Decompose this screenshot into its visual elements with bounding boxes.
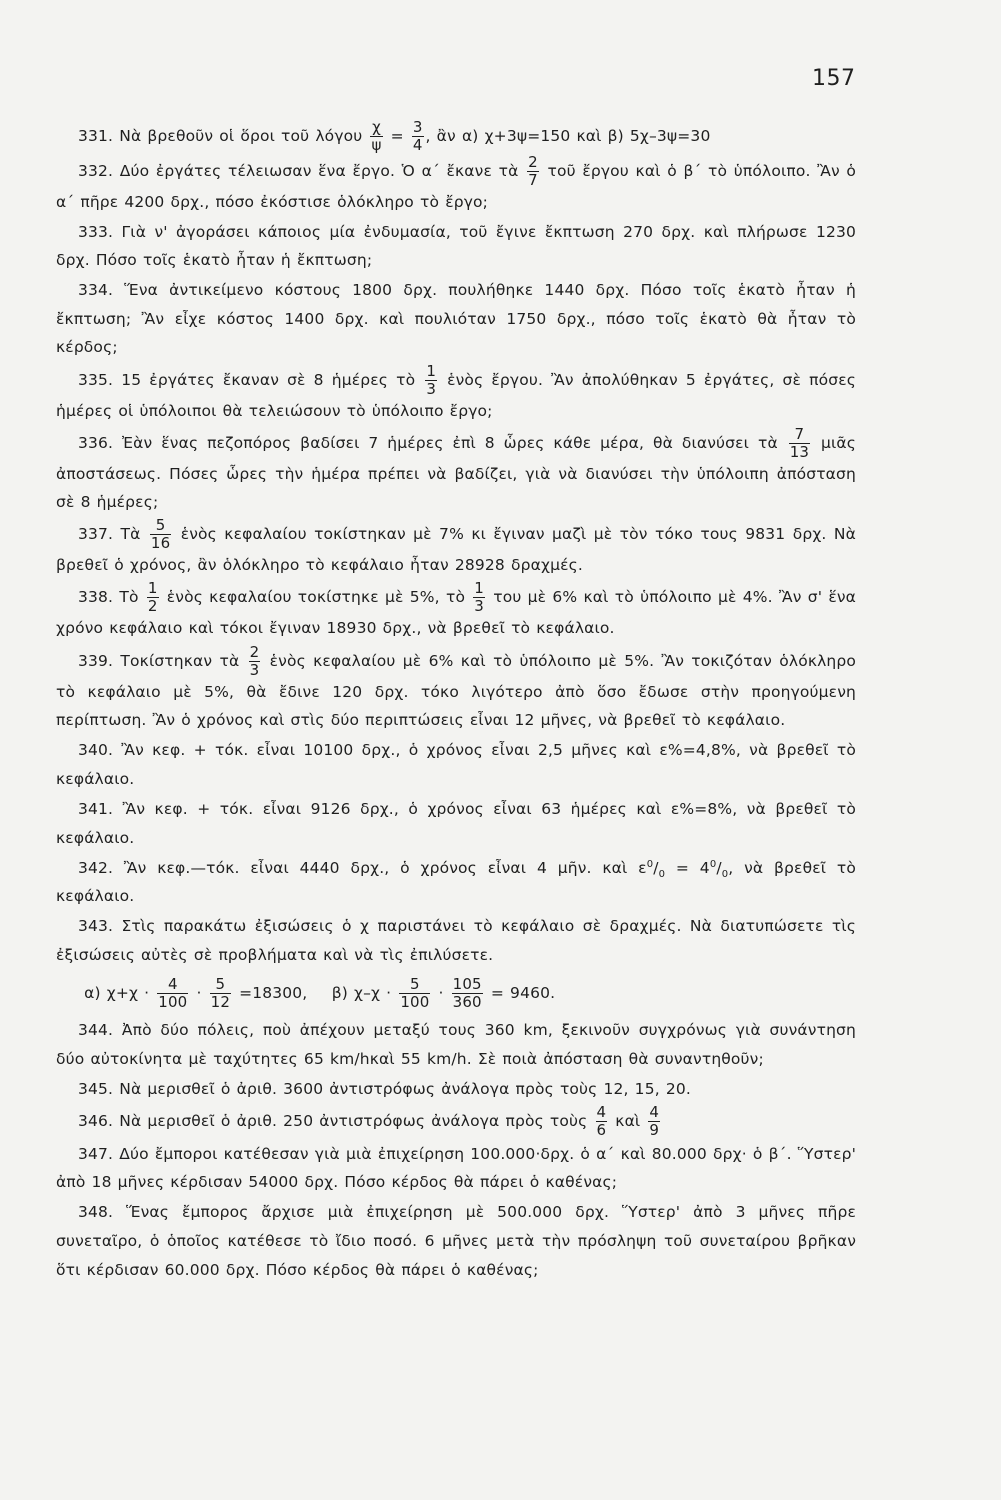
fraction: $\frac{7}{13}$ bbox=[789, 424, 810, 461]
problem-335: 335. 15 ἐργάτες ἔκαναν σὲ 8 ἡμέρες τὸ $\frac{1}{3}$ ἑνὸς ἔργου. Ἂν ἀπολύθηκαν 5 ἐργάτες, σὲ πόσες ἡμέρες οἱ ὑπόλοιποι θὰ τελειώσουν τὸ ὑπόλοιπο ἔργο; bbox=[56, 361, 856, 420]
problem-number: 332. bbox=[78, 161, 114, 180]
fraction: $\frac{4}{9}$ bbox=[649, 1103, 660, 1140]
problem-number: 338. bbox=[78, 588, 114, 607]
problem-340: 340. Ἂν κεφ. + τόκ. εἶναι 10100 δρχ., ὁ χρόνος εἶναι 2,5 μῆνες καὶ ε%=4,8%, νὰ βρεθεῖ τὸ κεφάλαιο. bbox=[56, 741, 856, 788]
problem-number: 342. bbox=[78, 858, 114, 877]
equation-a: α) χ+χ · $\frac{4}{100}$ · $\frac{5}{12}$ =18300, bbox=[84, 975, 308, 1012]
fraction: $\frac{4}{6}$ bbox=[596, 1103, 607, 1140]
fraction: $\frac{1}{3}$ bbox=[474, 579, 484, 616]
problem-number: 333. bbox=[78, 222, 114, 241]
problem-339: 339. Τοκίστηκαν τὰ $\frac{2}{3}$ ἑνὸς κεφαλαίου μὲ 6% καὶ τὸ ὑπόλοιπο μὲ 5%. Ἂν τοκιζόταν ὁλόκληρο τὸ κεφάλαιο μὲ 5%, θὰ ἔδινε 120 δρχ. τόκο λιγότερο ἀπὸ ὅσο ἔδωσε στὴν προηγούμενη περίπτωση. Ἂν ὁ χρόνος καὶ στὶς δύο περιπτώσεις εἶναι 12 μῆνες, νὰ βρεθεῖ τὸ κεφάλαιο. bbox=[56, 642, 857, 730]
problem-338: 338. Τὸ $\frac{1}{2}$ ἑνὸς κεφαλαίου τοκίστηκε μὲ 5%, τὸ $\frac{1}{3}$ του μὲ 6% καὶ τὸ ὑπόλοιπο μὲ 4%. Ἂν σ' ἕνα χρόνο κεφάλαιο καὶ τόκοι ἔγιναν 18930 δρχ., νὰ βρεθεῖ τὸ κεφάλαιο. bbox=[56, 579, 857, 638]
problem-346: 346. Νὰ μερισθεῖ ὁ ἀριθ. 250 ἀντιστρόφως ἀνάλογα πρὸς τοὺς $\frac{4}{6}$ καὶ $\frac{4}{9}$ bbox=[78, 1103, 660, 1140]
problem-number: 339. bbox=[78, 651, 114, 670]
problem-number: 336. bbox=[78, 433, 114, 452]
problem-333: 333. Γιὰ ν' ἀγοράσει κάποιος μία ἐνδυμασία, τοῦ ἔγινε ἔκπτωση 270 δρχ. καὶ πλήρωσε 1230 δρχ. Πόσο τοῖς ἑκατὸ ἦταν ἡ ἔκπτωση; bbox=[56, 222, 856, 270]
equation-b: β) χ–χ · $\frac{5}{100}$ · $\frac{105}{360}$ = 9460. bbox=[331, 975, 556, 1012]
problem-number: 345. bbox=[78, 1080, 114, 1099]
problem-number: 331. bbox=[78, 127, 114, 145]
fraction: $\frac{\chi}{\psi}$ bbox=[371, 118, 382, 154]
problem-number: 340. bbox=[78, 741, 114, 760]
problem-number: 335. bbox=[78, 370, 114, 389]
problem-332: 332. Δύο ἐργάτες τέλειωσαν ἕνα ἔργο. Ὁ α΄ ἔκανε τὰ $\frac{2}{7}$ τοῦ ἔργου καὶ ὁ β΄ τὸ ὑπόλοιπο. Ἂν ὁ α΄ πῆρε 4200 δρχ., πόσο ἐκόστισε ὁλόκληρο τὸ ἔργο; bbox=[56, 152, 857, 211]
problem-337: 337. Τὰ $\frac{5}{16}$ ἑνὸς κεφαλαίου τοκίστηκαν μὲ 7% κι ἔγιναν μαζὶ μὲ τὸν τόκο τους 9831 δρχ. Νὰ βρεθεῖ ὁ χρόνος, ἂν ὁλόκληρο τὸ κεφάλαιο ἦταν 28928 δραχμές. bbox=[56, 516, 856, 575]
problem-342: 342. Ἂν κεφ.—τόκ. εἶναι 4440 δρχ., ὁ χρόνος εἶναι 4 μῆν. καὶ $\varepsilon^0/_0 = 4^0/_0$, νὰ βρεθεῖ τὸ κεφάλαιο. bbox=[56, 858, 857, 906]
problem-343: 343. Στὶς παρακάτω ἐξισώσεις ὁ χ παριστάνει τὸ κεφάλαιο σὲ δραχμές. Νὰ διατυπώσετε τὶς ἐξισώσεις αὐτὲς σὲ προβλήματα καὶ νὰ τὶς ἐπιλύσετε. bbox=[56, 917, 856, 964]
page-number: 157 bbox=[812, 66, 856, 91]
fraction: $\frac{1}{2}$ bbox=[147, 579, 158, 616]
problem-number: 334. bbox=[78, 281, 114, 300]
fraction: $\frac{2}{3}$ bbox=[249, 642, 260, 679]
problem-number: 337. bbox=[78, 525, 114, 544]
problem-number: 341. bbox=[78, 799, 114, 818]
problem-336: 336. Ἐὰν ἕνας πεζοπόρος βαδίσει 7 ἡμέρες ἐπὶ 8 ὧρες κάθε μέρα, θὰ διανύσει τὰ $\frac{7}{13}$ μιᾶς ἀποστάσεως. Πόσες ὧρες τὴν ἡμέρα πρέπει νὰ βαδίζει, γιὰ νὰ διανύσει τὴν ὑπόλοιπη ἀπόσταση σὲ 8 ἡμέρες; bbox=[56, 424, 857, 512]
problem-334: 334. Ἕνα ἀντικείμενο κόστους 1800 δρχ. πουλήθηκε 1440 δρχ. Πόσο τοῖς ἑκατὸ ἦταν ἡ ἔκπτωση; Ἂν εἶχε κόστος 1400 δρχ. καὶ πουλιόταν 1750 δρχ., πόσο τοῖς ἑκατὸ θὰ ἦταν τὸ κέρδος; bbox=[56, 281, 857, 357]
fraction: $\frac{5}{16}$ bbox=[150, 516, 171, 553]
problem-number: 348. bbox=[78, 1203, 114, 1222]
fraction: $\frac{5}{12}$ bbox=[210, 975, 231, 1012]
fraction: $\frac{105}{360}$ bbox=[452, 975, 482, 1012]
fraction: $\frac{1}{3}$ bbox=[426, 361, 437, 398]
page-body bbox=[56, 120, 856, 1286]
problem-344: 344. Ἀπὸ δύο πόλεις, ποὺ ἀπέχουν μεταξύ τους 360 km, ξεκινοῦν συγχρόνως γιὰ συνάντηση δύο αὐτοκίνητα μὲ ταχύτητες 65 km/hκαὶ 55 km/h. Σὲ ποιὰ ἀπόσταση θὰ συναντηθοῦν; bbox=[56, 1021, 856, 1069]
problem-341: 341. Ἂν κεφ. + τόκ. εἶναι 9126 δρχ., ὁ χρόνος εἶναι 63 ἡμέρες καὶ ε%=8%, νὰ βρεθεῖ τὸ κεφάλαιο. bbox=[56, 799, 856, 847]
problem-345: 345. Νὰ μερισθεῖ ὁ ἀριθ. 3600 ἀντιστρόφως ἀνάλογα πρὸς τοὺς 12, 15, 20. bbox=[78, 1080, 691, 1099]
problem-348: 348. Ἕνας ἔμπορος ἄρχισε μιὰ ἐπιχείρηση μὲ 500.000 δρχ. Ὕστερ' ἀπὸ 3 μῆνες πῆρε συνεταῖρο, ὁ ὁποῖος κατέθεσε τὸ ἴδιο ποσό. 6 μῆνες μετὰ τὴν πρόσληψη τοῦ συνεταίρου βρῆκαν ὅτι κέρδισαν 60.000 δρχ. Πόσο κέρδος θὰ πάρει ὁ καθένας; bbox=[56, 1203, 856, 1279]
problem-number: 347. bbox=[78, 1144, 114, 1163]
fraction: $\frac{3}{4}$ bbox=[412, 118, 423, 154]
problem-331: 331. Νὰ βρεθοῦν οἱ ὅροι τοῦ λόγου $\frac{\chi}{\psi}$ = $\frac{3}{4}$ , ἂν α) χ+3ψ=150 καὶ β) 5χ–3ψ=30 bbox=[78, 118, 711, 154]
fraction: $\frac{2}{7}$ bbox=[528, 152, 538, 189]
fraction: $\frac{5}{100}$ bbox=[400, 975, 430, 1012]
problem-347: 347. Δύο ἔμποροι κατέθεσαν γιὰ μιὰ ἐπιχείρηση 100.000·δρχ. ὁ α΄ καὶ 80.000 δρχ· ὁ β΄. Ὕστερ' ἀπὸ 18 μῆνες κέρδισαν 54000 δρχ. Πόσο κέρδος θὰ πάρει ὁ καθένας; bbox=[56, 1144, 857, 1192]
problem-number: 343. bbox=[78, 917, 114, 936]
problem-number: 344. bbox=[78, 1021, 114, 1040]
equations-343 bbox=[56, 977, 856, 1010]
problem-number: 346. bbox=[78, 1112, 114, 1131]
fraction: $\frac{4}{100}$ bbox=[158, 975, 188, 1012]
